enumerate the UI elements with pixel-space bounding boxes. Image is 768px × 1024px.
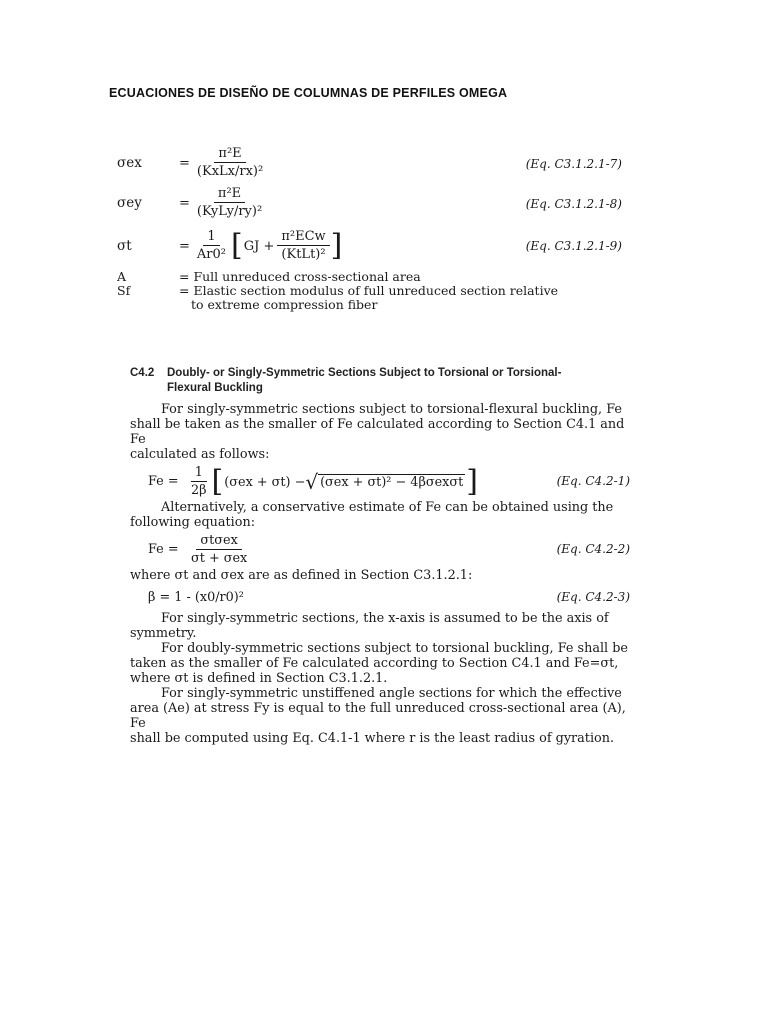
equation-sigma-ey: σey = $\frac{\text{π²E}}{\text{(KyLy/ry)²}}$ (Eq. C3.1.2.1-8) bbox=[117, 186, 622, 219]
radicand: (σex + σt)² − 4βσexσt bbox=[320, 475, 464, 490]
section-c4-2 bbox=[130, 366, 630, 746]
fraction bbox=[193, 147, 267, 179]
equation-lhs: σt bbox=[117, 238, 132, 254]
denominator: (KxLx/rx)² bbox=[196, 164, 264, 179]
definition-symbol: Sf bbox=[117, 283, 131, 298]
numerator: π²E bbox=[214, 187, 245, 203]
section-heading bbox=[130, 366, 630, 396]
equation-lhs: Fe = bbox=[148, 542, 179, 557]
term-gj: GJ + bbox=[243, 238, 275, 254]
definition-text: = Elastic section modulus of full unreduced section relative bbox=[179, 283, 559, 298]
section-number: C4.2 bbox=[130, 367, 155, 379]
equation-number: (Eq. C4.2-1) bbox=[556, 474, 630, 488]
definition-row bbox=[117, 297, 622, 311]
paragraph-line: For doubly-symmetric sections subject to torsional buckling, Fe shall be bbox=[161, 641, 628, 656]
paragraph-line: For singly-symmetric unstiffened angle sections for which the effective bbox=[161, 686, 622, 701]
equation-lhs: σey bbox=[117, 195, 142, 211]
denominator: (KyLy/ry)² bbox=[196, 204, 263, 219]
equation-lhs: β = 1 - (x0/r0)² bbox=[148, 590, 244, 605]
equation-lhs: Fe = bbox=[148, 474, 179, 489]
numerator: π²E bbox=[214, 147, 245, 163]
paragraph-line: taken as the smaller of Fe calculated according to Section C4.1 and Fe=σt, bbox=[130, 656, 619, 671]
coefficient-fraction: $\frac{1}{2\beta}$ bbox=[191, 465, 207, 498]
paragraph-line: For singly-symmetric sections subject to torsional-flexural buckling, Fe bbox=[161, 402, 622, 417]
fraction bbox=[193, 187, 266, 219]
definition-text: = Full unreduced cross-sectional area bbox=[179, 269, 421, 284]
document-title: ECUACIONES DE DISEÑO DE COLUMNAS DE PERFILES OMEGA bbox=[109, 86, 508, 100]
equation-number: (Eq. C3.1.2.1-8) bbox=[525, 197, 622, 211]
right-bracket: ] bbox=[330, 228, 343, 263]
left-bracket: [ bbox=[231, 228, 243, 263]
equation-body: (σex + σt) − bbox=[224, 474, 306, 490]
left-bracket: [ bbox=[211, 464, 224, 499]
equation-c4-2-1 bbox=[148, 464, 630, 500]
equation-sigma-t: σt = $\frac{1}{\text{Ar0²}}$ [ GJ + $\frac{\text{π²ECw}}{\text{(KtLt)²}}$ ] (Eq. C3.1.2.1-9) bbox=[117, 228, 622, 263]
definition-row bbox=[117, 269, 622, 283]
equation-number: (Eq. C3.1.2.1-7) bbox=[525, 157, 622, 171]
paragraph-line: Alternatively, a conservative estimate of Fe can be obtained using the bbox=[161, 500, 614, 515]
paragraph-line: shall be computed using Eq. C4.1-1 where r is the least radius of gyration. bbox=[130, 731, 615, 746]
warping-fraction: $\frac{\text{π²ECw}}{\text{(KtLt)²}}$ bbox=[277, 230, 329, 262]
paragraph-line: where σt is defined in Section C3.1.2.1. bbox=[130, 671, 388, 686]
equation-number: (Eq. C4.2-2) bbox=[556, 542, 630, 556]
paragraph-line: calculated as follows: bbox=[130, 447, 270, 462]
paragraph-line: where σt and σex are as defined in Section C3.1.2.1: bbox=[130, 568, 473, 583]
paragraph-line: area (Ae) at stress Fy is equal to the full unreduced cross-sectional area (A), Fe bbox=[130, 701, 626, 731]
equation-c4-2-3 bbox=[148, 588, 630, 606]
definition-symbol: A bbox=[117, 269, 127, 284]
coefficient-fraction: $\frac{1}{\text{Ar0²}}$ bbox=[196, 229, 226, 262]
stress-equations-block bbox=[117, 143, 622, 311]
definition-continuation: to extreme compression fiber bbox=[191, 297, 378, 312]
equation-lhs: σex bbox=[117, 155, 142, 171]
section-title: Doubly- or Singly-Symmetric Sections Subject to Torsional or Torsional- bbox=[167, 367, 562, 379]
right-bracket: ] bbox=[466, 464, 478, 499]
definition-row bbox=[117, 283, 622, 297]
equation-number: (Eq. C3.1.2.1-9) bbox=[525, 239, 622, 253]
paragraph-line: For singly-symmetric sections, the x-axis is assumed to be the axis of bbox=[161, 611, 609, 626]
fraction: $\frac{\text{σtσex}}{\text{σt + σex}}$ bbox=[191, 533, 248, 566]
radical-sign-icon: √ bbox=[305, 470, 319, 494]
equation-sigma-ex: σex = $\frac{\text{π²E}}{\text{(KxLx/rx)²}}$ (Eq. C3.1.2.1-7) bbox=[117, 146, 622, 179]
paragraph-line: symmetry. bbox=[130, 626, 197, 641]
paragraph-line: shall be taken as the smaller of Fe calculated according to Section C4.1 and Fe bbox=[130, 417, 625, 447]
paragraph-line: following equation: bbox=[130, 515, 256, 530]
equation-number: (Eq. C4.2-3) bbox=[556, 590, 630, 604]
square-root bbox=[305, 470, 465, 494]
equation-c4-2-2 bbox=[148, 532, 630, 568]
section-title-continued: Flexural Buckling bbox=[167, 382, 263, 394]
